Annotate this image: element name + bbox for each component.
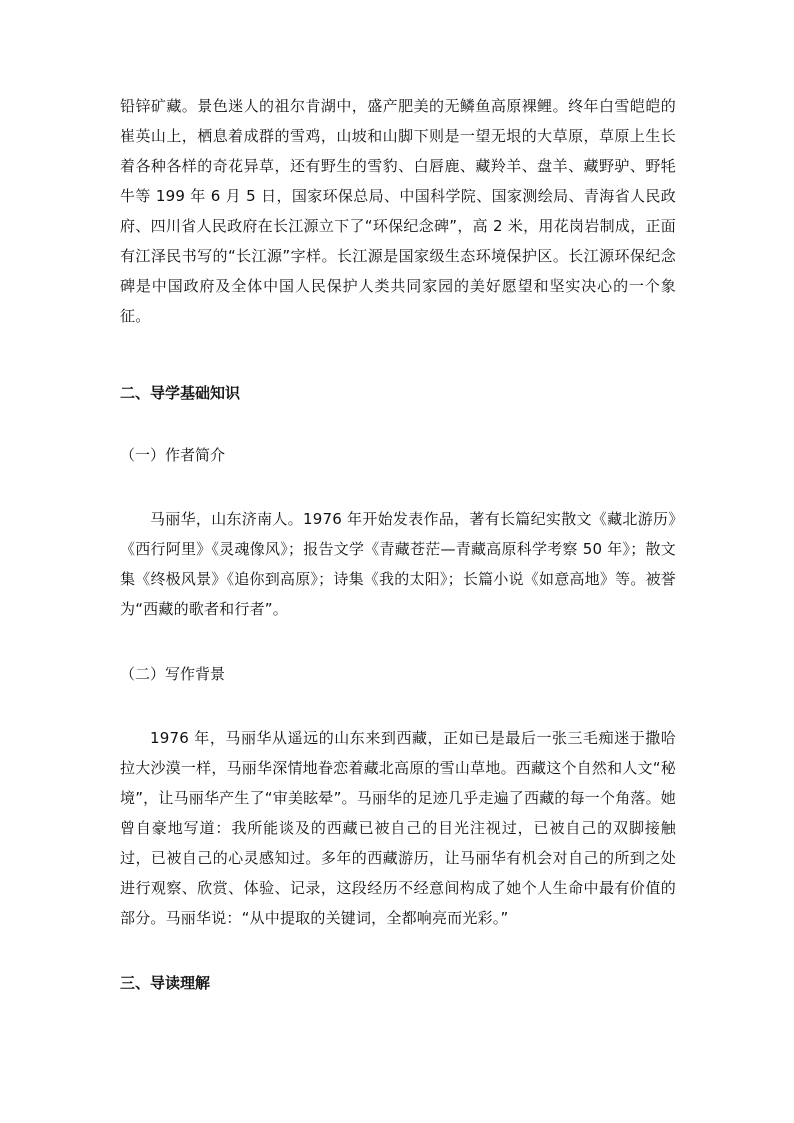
subheading-author-intro: （一）作者简介 xyxy=(120,446,226,464)
section-heading-reading: 三、导读理解 xyxy=(120,974,211,992)
intro-paragraph: 铅锌矿藏。景色迷人的祖尔肯湖中，盛产肥美的无鳞鱼高原裸鲤。终年白雪皑皑的崔英山上，栖息着成群的雪鸡，山坡和山脚下则是一望无垠的大草原，草原上生长着各种各样的奇花异草，还有野生的雪豹、白唇鹿、藏羚羊、盘羊、藏野驴、野牦牛等 199 年 6 月 5 日，国家环保总局、中国科学院、国家测绘局、青海省人民政府、四川省人民政府在长江源立下了“环保纪念碑”，高 2 米，用花岗岩制成，正面有江泽民书写的“长江源”字样。长江源是国家级生态环境保护区。长江源环保纪念碑是中国政府及全体中国人民保护人类共同家园的美好愿望和坚实决心的一个象征。 xyxy=(120,97,676,325)
subheading-writing-background: （二）写作背景 xyxy=(120,665,226,683)
section-heading-basics: 二、导学基础知识 xyxy=(120,384,241,402)
background-paragraph: 1976 年，马丽华从遥远的山东来到西藏，正如已是最后一张三毛痴迷于撒哈拉大沙漠一样，马丽华深情地眷恋着藏北高原的雪山草地。西藏这个自然和人文“秘境”，让马丽华产生了“审美眩晕”。马丽华的足迹几乎走遍了西藏的每一个角落。她曾自豪地写道：我所能谈及的西藏已被自己的目光注视过，已被自己的双脚接触过，已被自己的心灵感知过。多年的西藏游历，让马丽华有机会对自己的所到之处进行观察、欣赏、体验、记录，这段经历不经意间构成了她个人生命中最有价值的部分。马丽华说：“从中提取的关键词，全都响亮而光彩。” xyxy=(120,729,676,927)
author-paragraph: 马丽华，山东济南人。1976 年开始发表作品，著有长篇纪实散文《藏北游历》《西行阿里》《灵魂像风》；报告文学《青藏苍茫—青藏高原科学考察 50 年》；散文集《终极风景》《追你到高原》；诗集《我的太阳》；长篇小说《如意高地》等。被誉为“西藏的歌者和行者”。 xyxy=(120,510,676,618)
